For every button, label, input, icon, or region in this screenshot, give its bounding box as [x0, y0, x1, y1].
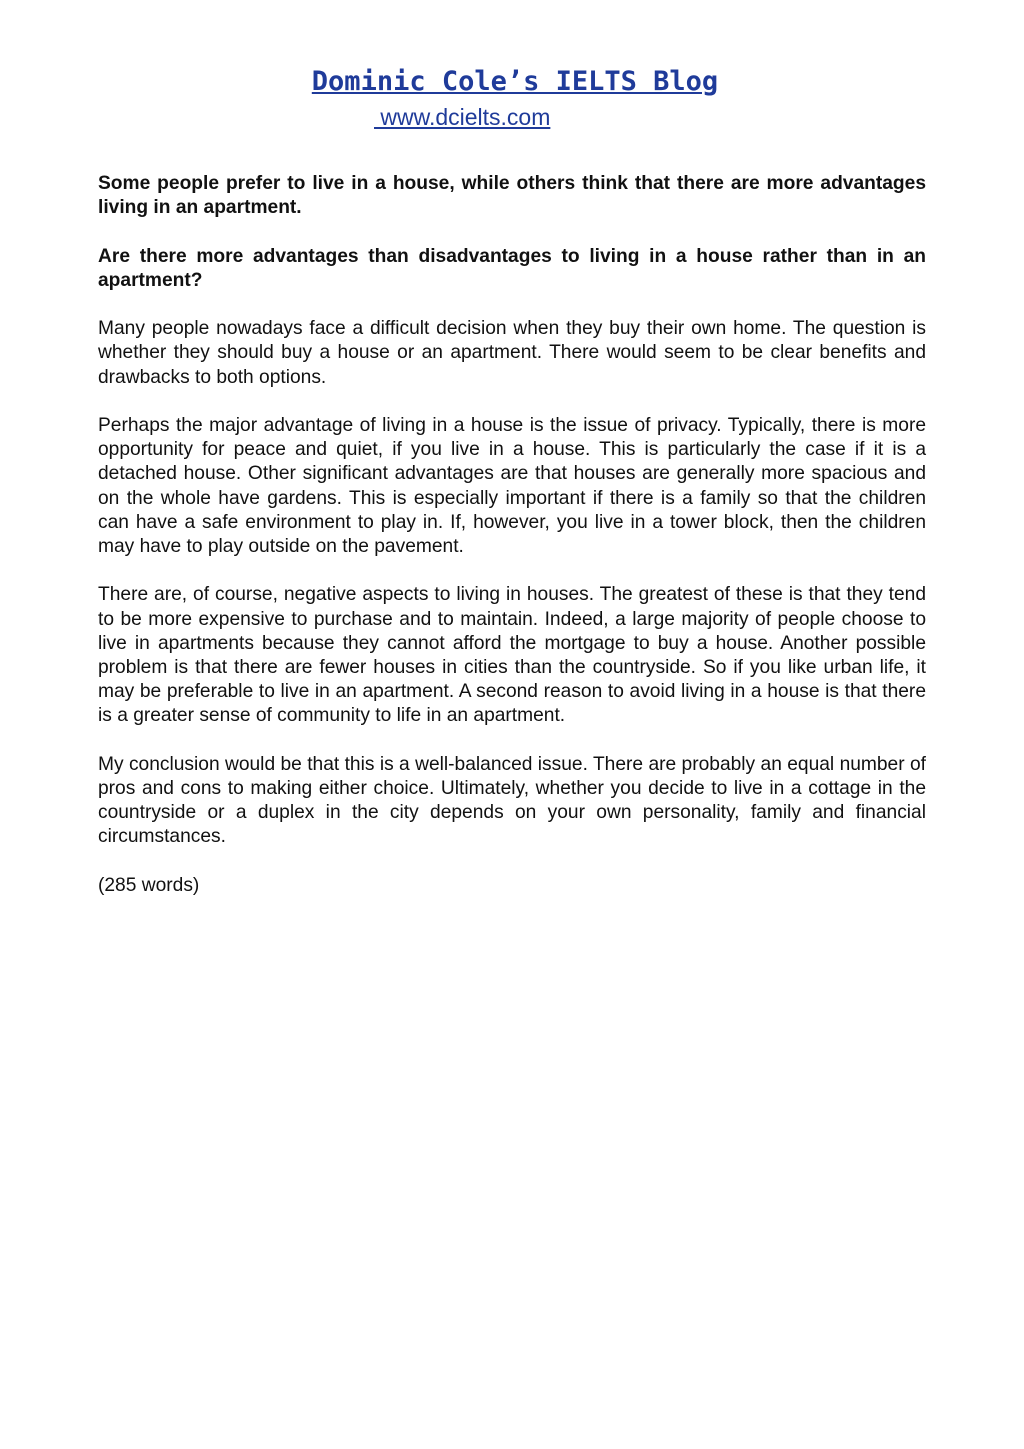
blog-title-link[interactable]: Dominic Cole’s IELTS Blog	[311, 66, 719, 97]
essay-paragraph-introduction: Many people nowadays face a difficult decision when they buy their own home. The question is whether they should buy a house or an apartment. There would seem to be clear benefits and drawbacks to both options.	[98, 318, 926, 388]
word-count: (285 words)	[98, 874, 200, 896]
essay-paragraph-conclusion: My conclusion would be that this is a well-balanced issue. There are probably an equal number of pros and cons to making either choice. Ultimately, whether you decide to live in a cottage in the countryside or a duplex in the city depends on your own personality, family and financial circumstances.	[98, 753, 926, 848]
question-prompt: Are there more advantages than disadvantages to living in a house rather than in an apartment?	[98, 245, 926, 291]
document-body	[98, 172, 926, 922]
essay-paragraph-disadvantages: There are, of course, negative aspects to living in houses. The greatest of these is that they tend to be more expensive to purchase and to maintain. Indeed, a large majority of people choose to live in apartments because they cannot afford the mortgage to buy a house. Another possible problem is that there are fewer houses in cities than the countryside. So if you like urban life, it may be preferable to live in an apartment. A second reason to avoid living in a house is that there is a greater sense of community to life in an apartment.	[98, 584, 926, 727]
blog-url-link[interactable]: www.dcielts.com	[374, 104, 551, 130]
essay-paragraph-advantages: Perhaps the major advantage of living in a house is the issue of privacy. Typically, there is more opportunity for peace and quiet, if you live in a house. This is particularly the case if it is a detached house. Other significant advantages are that houses are generally more spacious and on the whole have gardens. This is especially important if there is a family so that the children can have a safe environment to play in. If, however, you live in a tower block, then the children may have to play outside on the pavement.	[98, 414, 926, 557]
question-statement: Some people prefer to live in a house, while others think that there are more advantages living in an apartment.	[98, 173, 926, 219]
